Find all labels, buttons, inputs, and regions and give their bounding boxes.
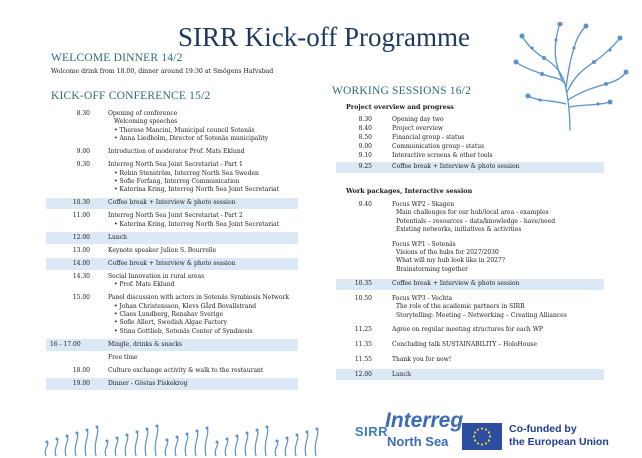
row-bullet: • Anna Liedholm, Director of Sotenäs municipality [108,135,268,143]
row-line: Agree on regular meeting structures for each WP [392,326,543,334]
row-line: Interactive screens & other tools [392,152,493,159]
row-time: 9.10 [358,152,372,159]
row-time: 8.30 [76,110,90,117]
row-line: Interreg North Sea Joint Secretariat - Part 2 [108,212,243,220]
row-line: Communication group - status [392,143,485,150]
welcome-text: Welcome drink from 18.00, dinner around 19:30 at Smögens Hafvsbad [51,68,274,75]
row-line: Storytelling: Meeting – Networking – Creating Alliances [396,311,567,319]
row-time: 15.00 [72,294,90,302]
packages-heading: Work packages, Interactive session [346,187,473,195]
row-bullet: • Sofie Forfang, Interreg Communication [108,178,279,186]
row-line: Main challenges for our hub/local area - examples [396,209,549,217]
row-line: Interreg North Sea Joint Secretariat - Part 1 [108,161,243,169]
row-time: 10.35 [354,280,372,288]
row-bullet: • Katerina Kring, Interreg North Sea Joint Secretariat [108,221,279,229]
row-line: Existing networks, initiatives & activities [396,226,522,234]
row-time: 8.50 [358,134,372,141]
row-time: 9.25 [358,163,372,170]
row-line: Brainstorming together [396,265,468,273]
row-time: 9.00 [358,143,372,150]
row-line: Lunch [392,370,411,378]
row-line: Focus WP1 - Sotenäs [392,240,456,248]
row-line: Dinner - Göstas Fiskekrog [108,379,188,387]
welcome-heading: WELCOME DINNER 14/2 [51,52,183,64]
row-time: 12.00 [72,233,90,241]
row-line: Keynote speaker Julien S. Bourrelle [108,246,217,254]
row-line: Coffee break + Interview & photo session [392,163,520,170]
eu-line-2: the European Union [509,436,609,448]
row-line: Panel discussion with actors in Sotenäs Symbiosis Network [108,294,289,302]
row-bullet: • Stina Gottlieb, Sotenäs Center of Symbiosis [108,328,289,336]
north-sea-logo-text: North Sea [387,434,449,449]
row-line: Coffee break + Interview & photo session [392,280,520,288]
row-time: 12.00 [354,370,372,378]
eu-flag-icon [462,423,502,450]
kickoff-heading: KICK-OFF CONFERENCE 15/2 [51,90,211,102]
row-time: 11.00 [72,212,90,220]
row-line: Opening of conference [108,110,178,117]
row-line: Introduction of moderator Prof. Mats Eklund [108,148,245,156]
row-line: Free time [108,353,138,361]
row-time: 11.55 [354,355,372,363]
coral-illustration [510,22,630,132]
row-line: Focus WP2 - Skagen [392,201,455,208]
row-time: 14.30 [72,272,90,280]
row-line: Concluding talk SUSTAINABILITY – HoloHouse [392,341,537,348]
row-time: 9.00 [76,148,90,156]
row-bullet: • Sofie Allert, Swedish Algae Factory [108,319,289,327]
row-bullet: • Prof. Mats Eklund [108,281,204,289]
row-line: Project overview [392,125,444,132]
row-line: Financial group - status [392,134,465,141]
row-bullet: • Claes Lundberg, Renahav Sverige [108,311,289,319]
coral-strip-illustration [40,416,330,456]
interreg-logo: Interreg [385,409,464,432]
row-time: 9.30 [76,161,90,169]
row-line: Visions of the hubs for 2027/2030 [396,249,499,256]
row-time: 9.40 [358,201,372,208]
row-time: 18.00 [72,366,90,374]
row-time: 14.00 [72,259,90,267]
row-line: Social Innovation in rural areas [108,272,205,280]
row-time: 16 - 17.00 [50,340,81,348]
row-line: Welcoming speeches [114,118,178,126]
row-time: 13.00 [72,246,90,254]
row-line: Thank you for now! [392,355,452,363]
row-time: 11.25 [354,326,372,334]
row-line: Coffee break + Interview & photo session [108,259,236,267]
row-time: 11.35 [354,341,372,348]
row-line: The role of the academic partners in SIRR [396,303,525,311]
eu-cofunded-text [509,423,609,449]
sirr-logo: SIRR [355,424,389,439]
row-line: Opening day two [392,116,444,123]
row-line: Potentials – resources – data/knowledge - have/need [396,217,556,225]
row-time: 8.30 [358,116,372,123]
row-line: Culture exchange activity & walk to the restaurant [108,366,264,374]
row-bullet: • Robin Stenström, Interreg North Sea Sweden [108,170,279,178]
row-time: 10.50 [354,295,372,302]
row-line: Focus WP3 - Vechta [392,295,453,302]
row-line: Lunch [108,233,127,241]
highlight-band [336,369,604,380]
working-heading: WORKING SESSIONS 16/2 [332,85,472,97]
row-time: 19.00 [72,379,90,387]
page-title: SIRR Kick-off Programme [178,22,470,52]
row-line: Coffee break + Interview & photo session [108,199,236,207]
row-bullet: • Katerina Kring, Interreg North Sea Joint Secretariat [108,186,279,194]
row-bullet: • Therese Mancini, Municipal council Sotenäs [108,127,268,135]
overview-heading: Project overview and progress [346,103,454,111]
row-line: Mingle, drinks & snacks [108,340,183,348]
row-time: 10.30 [72,199,90,207]
row-bullet: • Johan Christensson, Klevs Gård Bovallstrand [108,303,289,311]
eu-line-1: Co-funded by [509,423,577,435]
row-line: What will my hub look like in 2027? [396,257,505,265]
row-time: 8.40 [358,125,372,132]
